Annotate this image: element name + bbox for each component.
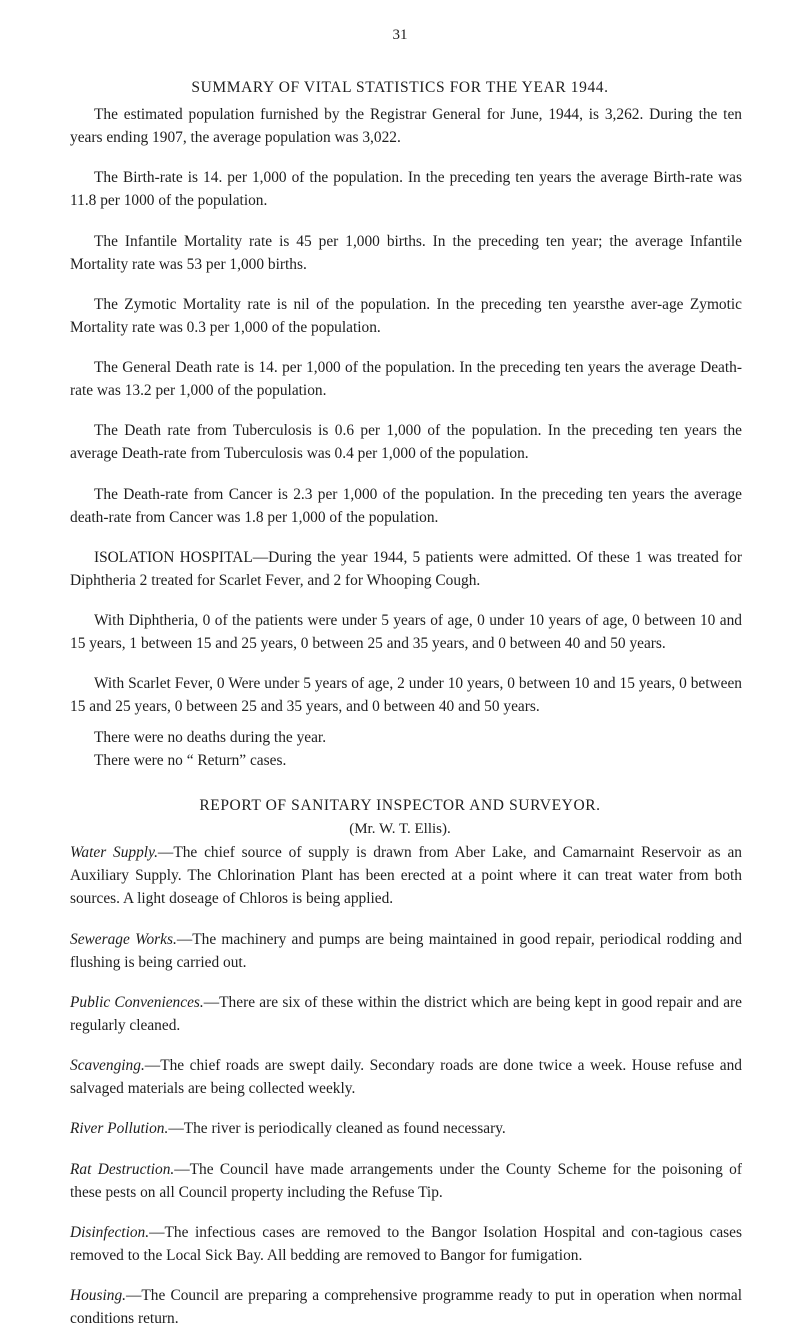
diphtheria-paragraph: With Diphtheria, 0 of the patients were under 5 years of age, 0 under 10 years of age, 0 between 10 and 15 years, 1 between 15 and 25 years, 0 between 25 and 35 years, and 0 between 40 and 50 years.: [70, 612, 742, 652]
public-conveniences-heading: Public Conveniences.: [70, 993, 204, 1011]
river-pollution-text: —The river is periodically cleaned as found necessary.: [168, 1120, 506, 1138]
general-death-rate-paragraph: The General Death rate is 14. per 1,000 of the population. In the preceding ten years the average Death-rate was 13.2 per 1,000 of the population.: [70, 359, 742, 399]
zymotic-mortality-paragraph: The Zymotic Mortality rate is nil of the population. In the preceding ten yearsthe aver-age Zymotic Mortality rate was 0.3 per 1,000 of the population.: [70, 295, 742, 336]
scavenging-heading: Scavenging.: [70, 1057, 145, 1074]
no-return-cases-line: There were no “ Return” cases.: [94, 752, 287, 770]
cancer-paragraph: The Death-rate from Cancer is 2.3 per 1,000 of the population. In the preceding ten years the average death-rate from Cancer was 1.8 per 1,000 of the population.: [70, 485, 742, 526]
infantile-mortality-paragraph: The Infantile Mortality rate is 45 per 1,000 births. In the preceding ten year; the average Infantile Mortality rate was 53 per 1,000 births.: [70, 232, 742, 273]
tuberculosis-paragraph: The Death rate from Tuberculosis is 0.6 per 1,000 of the population. In the preceding ten years the average Death-rate from Tuberculosis was 0.4 per 1,000 of the population.: [70, 422, 742, 463]
scavenging-text: —The chief roads are swept daily. Secondary roads are done twice a week. House refuse and salvaged materials are being collected weekly.: [70, 1057, 742, 1097]
report-heading: REPORT OF SANITARY INSPECTOR AND SURVEYOR.: [199, 797, 601, 815]
rat-destruction-paragraph: [70, 1158, 742, 1204]
birth-rate-paragraph: The Birth-rate is 14. per 1,000 of the population. In the preceding ten years the average Birth-rate was 11.8 per 1000 of the population.: [70, 169, 742, 210]
scavenging-paragraph: [70, 1054, 742, 1100]
disinfection-heading: Disinfection.: [70, 1223, 150, 1241]
river-pollution-heading: River Pollution.: [70, 1120, 169, 1138]
sewerage-works-heading: Sewerage Works.: [70, 930, 177, 948]
river-pollution-paragraph: [70, 1117, 742, 1140]
water-supply-text: —The chief source of supply is drawn from Aber Lake, and Camarnaint Reservoir as an Auxiliary Supply. The Chlorination Plant has been erected at a point where it can treat water from both sources. A light doseage of Chloros is being applied.: [70, 844, 742, 908]
sewerage-works-paragraph: [70, 928, 742, 974]
public-conveniences-paragraph: [70, 991, 742, 1037]
water-supply-paragraph: [70, 841, 742, 910]
rat-destruction-heading: Rat Destruction.: [70, 1160, 175, 1178]
housing-text: —The Council are preparing a comprehensive programme ready to put in operation when normal conditions return.: [70, 1287, 742, 1327]
page-number: 31: [392, 27, 408, 43]
water-supply-heading: Water Supply.: [70, 844, 158, 862]
scarlet-fever-paragraph: With Scarlet Fever, 0 Were under 5 years of age, 2 under 10 years, 0 between 10 and 15 years, 0 between 15 and 25 years, 0 between 25 and 35 years, and 0 between 40 and 50 years.: [70, 675, 742, 716]
page-title: SUMMARY OF VITAL STATISTICS FOR THE YEAR 1944.: [191, 79, 609, 96]
housing-paragraph: [70, 1284, 742, 1330]
report-author: (Mr. W. T. Ellis).: [349, 821, 451, 838]
rat-destruction-text: —The Council have made arrangements under the County Scheme for the poisoning of these pests on all Council property including the Refuse Tip.: [70, 1160, 742, 1201]
disinfection-text: —The infectious cases are removed to the Bangor Isolation Hospital and con-tagious cases removed to the Local Sick Bay. All bedding are removed to Bangor for fumigation.: [70, 1223, 742, 1264]
public-conveniences-text: —There are six of these within the district which are being kept in good repair and are regularly cleaned.: [70, 993, 742, 1034]
housing-heading: Housing.: [70, 1287, 127, 1304]
population-paragraph: The estimated population furnished by the Registrar General for June, 1944, is 3,262. During the ten years ending 1907, the average population was 3,022.: [70, 106, 742, 146]
disinfection-paragraph: [70, 1221, 742, 1267]
sewerage-works-text: —The machinery and pumps are being maintained in good repair, periodical rodding and flushing is being carried out.: [70, 930, 742, 971]
no-deaths-line: There were no deaths during the year.: [94, 729, 327, 747]
isolation-hospital-paragraph: ISOLATION HOSPITAL—During the year 1944, 5 patients were admitted. Of these 1 was treated for Diphtheria 2 treated for Scarlet Fever, and 2 for Whooping Cough.: [70, 548, 742, 589]
